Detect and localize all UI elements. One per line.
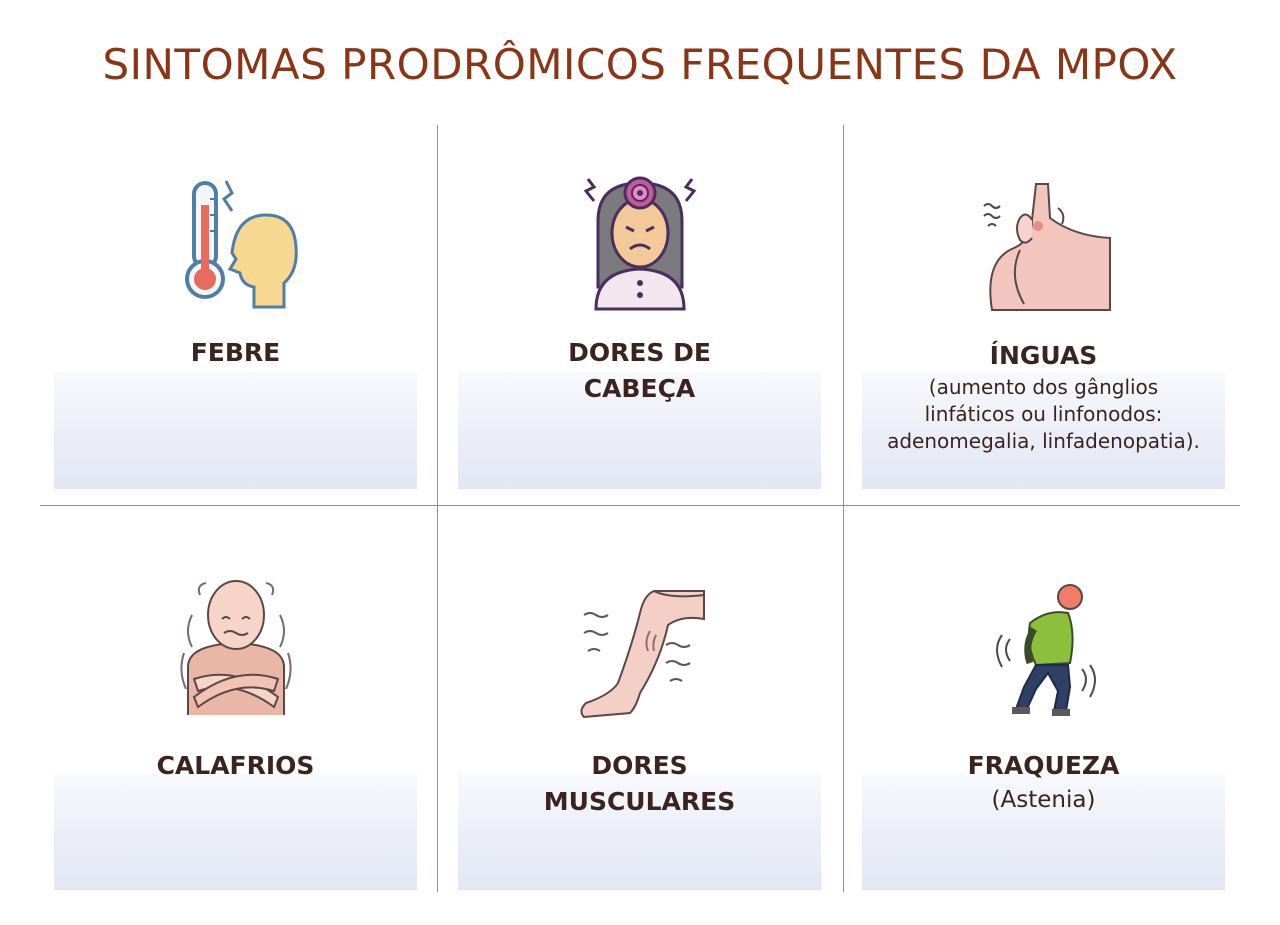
symptom-name-line: DORES [591, 751, 688, 780]
symptom-detail-line: (Astenia) [991, 787, 1096, 813]
symptom-name: ÍNGUAS [989, 341, 1098, 370]
headache-person-icon [570, 175, 710, 315]
symptom-card-calafrios [54, 525, 417, 892]
aching-leg-icon [570, 585, 710, 725]
symptom-detail-line: linfáticos ou linfonodos: [924, 402, 1163, 426]
symptom-name: FRAQUEZA [967, 751, 1120, 780]
column-divider [843, 125, 844, 892]
symptom-card-dores-musculares [458, 525, 821, 892]
shivering-person-icon [166, 575, 306, 715]
neck-lymph-node-icon [974, 180, 1114, 320]
symptom-card-dores-de-cabeca [458, 125, 821, 490]
symptom-detail-line: (aumento dos gânglios [928, 375, 1159, 399]
column-divider [437, 125, 438, 892]
card-panel [54, 773, 417, 890]
symptom-name-line: MUSCULARES [543, 787, 736, 816]
symptom-card-fraqueza [862, 525, 1225, 892]
symptom-label [458, 335, 821, 407]
symptom-name-line: CABEÇA [583, 374, 696, 403]
symptom-label [458, 748, 821, 820]
symptom-name: FEBRE [190, 338, 281, 367]
symptom-card-febre [54, 125, 417, 490]
symptom-label [862, 748, 1225, 816]
symptom-name-line: DORES DE [568, 338, 711, 367]
symptom-name: CALAFRIOS [156, 751, 315, 780]
row-divider [40, 505, 1240, 506]
symptom-label [54, 335, 417, 371]
symptom-label [54, 748, 417, 784]
page-title: SINTOMAS PRODRÔMICOS FREQUENTES DA MPOX [102, 40, 1178, 89]
symptom-detail-line: adenomegalia, linfadenopatia). [887, 429, 1200, 453]
symptom-card-inguas [862, 125, 1225, 490]
weak-person-icon [974, 583, 1114, 723]
symptom-label [862, 338, 1225, 455]
thermometer-head-icon [166, 175, 306, 315]
card-panel [54, 372, 417, 489]
